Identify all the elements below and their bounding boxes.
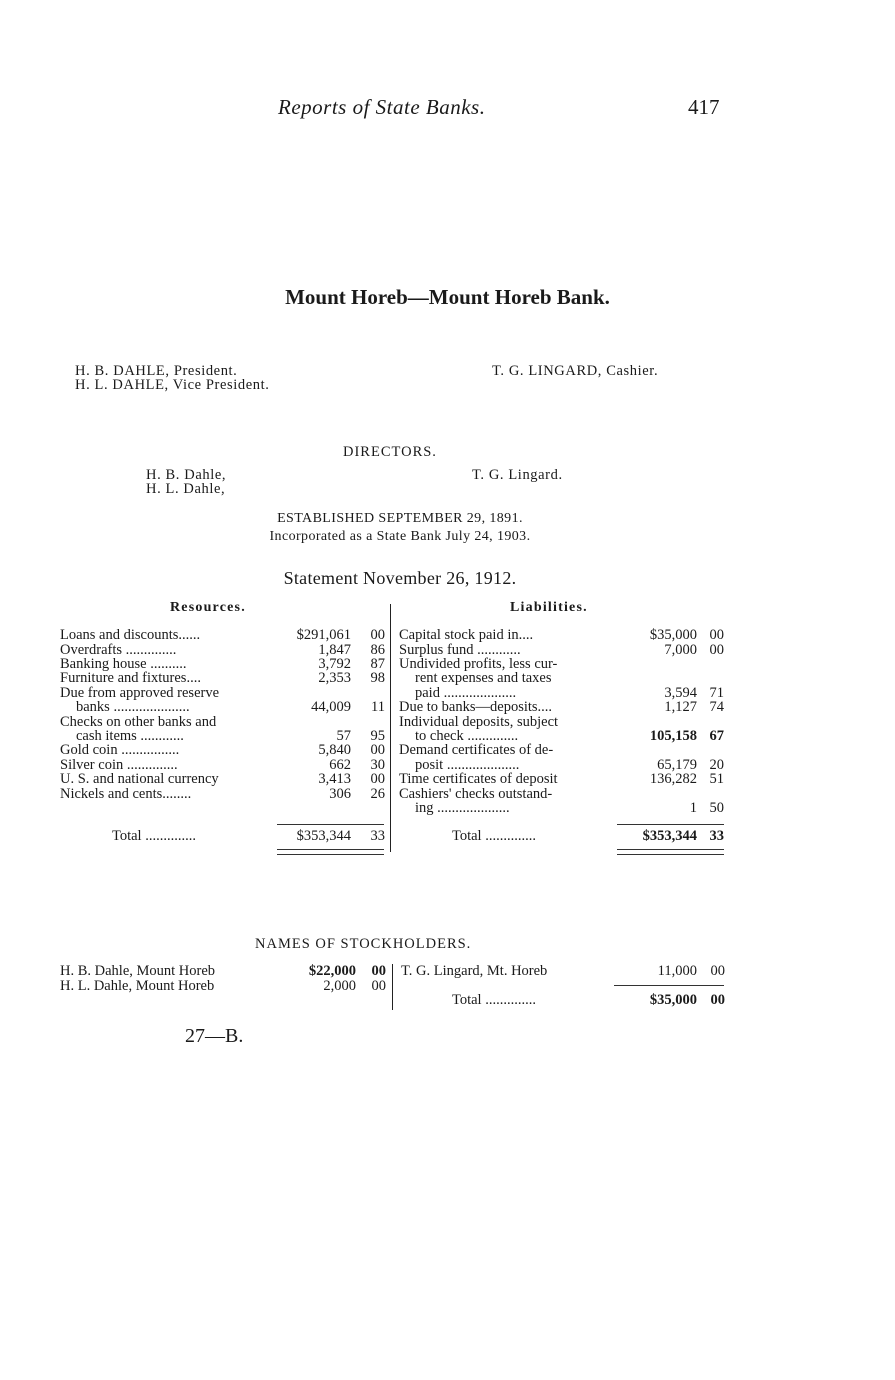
table-row	[399, 772, 725, 787]
row-label: Furniture and fixtures....	[60, 670, 201, 686]
row-cents: 71	[709, 685, 724, 701]
stockholders-heading: NAMES OF STOCKHOLDERS.	[255, 936, 472, 952]
row-dollars: 136,282	[649, 771, 697, 787]
row-label: Loans and discounts......	[60, 627, 201, 643]
row-cents: 26	[370, 786, 385, 802]
stockholders-total-rule	[614, 985, 724, 986]
row-dollars: 662	[329, 757, 351, 773]
resources-total-rule	[277, 824, 384, 825]
row-label: Checks on other banks and	[60, 714, 217, 730]
row-label: Nickels and cents........	[60, 786, 192, 802]
row-label: banks .....................	[76, 699, 190, 715]
row-label: Individual deposits, subject	[399, 714, 559, 730]
statement-title: Statement November 26, 1912.	[283, 568, 517, 588]
officer-vice-president: H. L. DAHLE, Vice President.	[75, 377, 270, 393]
row-label: ing ....................	[415, 800, 510, 816]
director-3: T. G. Lingard.	[472, 467, 563, 483]
row-dollars: 5,840	[318, 742, 351, 758]
table-row	[60, 964, 386, 979]
row-cents: 50	[709, 800, 724, 816]
director-2: H. L. Dahle,	[146, 481, 226, 497]
row-label: Capital stock paid in....	[399, 627, 534, 643]
total-label: Total ..............	[452, 828, 536, 844]
row-cents: 87	[370, 656, 385, 672]
officer-cashier: T. G. LINGARD, Cashier.	[492, 363, 659, 379]
row-dollars: 2,353	[318, 670, 351, 686]
liabilities-total-rule	[617, 824, 724, 825]
incorporated-line: Incorporated as a State Bank July 24, 1903.	[269, 529, 531, 544]
row-cents: 86	[370, 642, 385, 658]
page-number: 417	[688, 95, 720, 119]
resources-heading: Resources.	[170, 600, 246, 615]
row-label: paid ....................	[415, 685, 517, 701]
directors-heading: DIRECTORS.	[343, 444, 437, 460]
stockholder-cents: 00	[710, 963, 725, 979]
row-cents: 00	[370, 771, 385, 787]
table-row	[60, 743, 385, 758]
row-dollars: 3,792	[318, 656, 351, 672]
row-cents: 00	[370, 742, 385, 758]
row-label: rent expenses and taxes	[415, 670, 552, 686]
row-dollars: 1	[689, 800, 697, 816]
row-cents: 74	[709, 699, 724, 715]
row-label: Surplus fund ............	[399, 642, 521, 658]
table-row	[60, 671, 385, 686]
row-label: Due from approved reserve	[60, 685, 220, 701]
row-label: Gold coin ................	[60, 742, 180, 758]
row-dollars: 44,009	[311, 699, 351, 715]
stockholder-dollars: $22,000	[308, 963, 356, 979]
total-label: Total ..............	[452, 992, 536, 1008]
stockholder-name: H. B. Dahle, Mount Horeb	[60, 963, 216, 979]
resources-total-row	[60, 829, 385, 844]
row-label: posit ....................	[415, 757, 520, 773]
row-label: Due to banks—deposits....	[399, 699, 553, 715]
total-dollars: $353,344	[296, 828, 351, 844]
row-dollars: 65,179	[657, 757, 697, 773]
liabilities-heading: Liabilities.	[510, 600, 588, 615]
row-label: Cashiers' checks outstand-	[399, 786, 553, 802]
table-row	[60, 700, 385, 715]
row-label: U. S. and national currency	[60, 771, 219, 787]
liabilities-total-row	[399, 829, 725, 844]
row-dollars: 105,158	[649, 728, 697, 744]
row-dollars: 1,847	[318, 642, 351, 658]
table-row	[401, 964, 725, 979]
stockholder-name: T. G. Lingard, Mt. Horeb	[401, 963, 548, 979]
table-row	[399, 801, 725, 816]
total-cents: 33	[370, 828, 385, 844]
table-row	[60, 787, 385, 802]
table-row	[60, 979, 386, 994]
table-row	[399, 700, 725, 715]
table-row	[399, 628, 725, 643]
row-dollars: 57	[336, 728, 351, 744]
row-dollars: 306	[329, 786, 351, 802]
row-cents: 20	[709, 757, 724, 773]
row-cents: 00	[709, 642, 724, 658]
total-dollars: $35,000	[649, 992, 697, 1008]
stockholder-cents: 00	[371, 978, 386, 994]
table-row-label-line	[399, 743, 725, 758]
table-row-label-line	[399, 671, 725, 686]
row-label: Demand certificates of de-	[399, 742, 554, 758]
row-label: Undivided profits, less cur-	[399, 656, 558, 672]
row-dollars: $291,061	[296, 627, 351, 643]
row-label: to check ..............	[415, 728, 519, 744]
director-1: H. B. Dahle,	[146, 467, 227, 483]
row-cents: 30	[370, 757, 385, 773]
row-label: Banking house ..........	[60, 656, 187, 672]
row-cents: 11	[371, 699, 385, 715]
row-label: Silver coin ..............	[60, 757, 178, 773]
total-cents: 00	[710, 992, 725, 1008]
table-row	[60, 628, 385, 643]
row-cents: 00	[370, 627, 385, 643]
row-dollars: 3,413	[318, 771, 351, 787]
stockholder-cents: 00	[371, 963, 386, 979]
stockholder-name: H. L. Dahle, Mount Horeb	[60, 978, 215, 994]
total-cents: 33	[709, 828, 724, 844]
row-label: Overdrafts ..............	[60, 642, 177, 658]
row-label: Time certificates of deposit	[399, 771, 558, 787]
total-dollars: $353,344	[642, 828, 697, 844]
officer-president: H. B. DAHLE, President.	[75, 363, 238, 379]
row-cents: 95	[370, 728, 385, 744]
stockholder-dollars: 11,000	[657, 963, 697, 979]
row-dollars: 7,000	[664, 642, 697, 658]
row-cents: 67	[709, 728, 724, 744]
signature-mark: 27—B.	[185, 1025, 244, 1047]
stockholders-total-row	[401, 993, 725, 1008]
row-cents: 00	[709, 627, 724, 643]
stockholders-divider	[392, 964, 393, 1010]
row-cents: 51	[709, 771, 724, 787]
row-dollars: $35,000	[649, 627, 697, 643]
row-dollars: 1,127	[664, 699, 697, 715]
running-header-title: Reports of State Banks.	[278, 95, 486, 119]
row-label: cash items ............	[76, 728, 184, 744]
column-divider	[390, 604, 391, 852]
established-line: ESTABLISHED SEPTEMBER 29, 1891.	[277, 511, 523, 526]
liabilities-total-double-rule	[617, 849, 724, 855]
row-cents: 98	[370, 670, 385, 686]
resources-total-double-rule	[277, 849, 384, 855]
bank-title: Mount Horeb—Mount Horeb Bank.	[285, 285, 610, 309]
stockholder-dollars: 2,000	[323, 978, 356, 994]
total-label: Total ..............	[112, 828, 196, 844]
table-row	[60, 772, 385, 787]
row-dollars: 3,594	[664, 685, 697, 701]
